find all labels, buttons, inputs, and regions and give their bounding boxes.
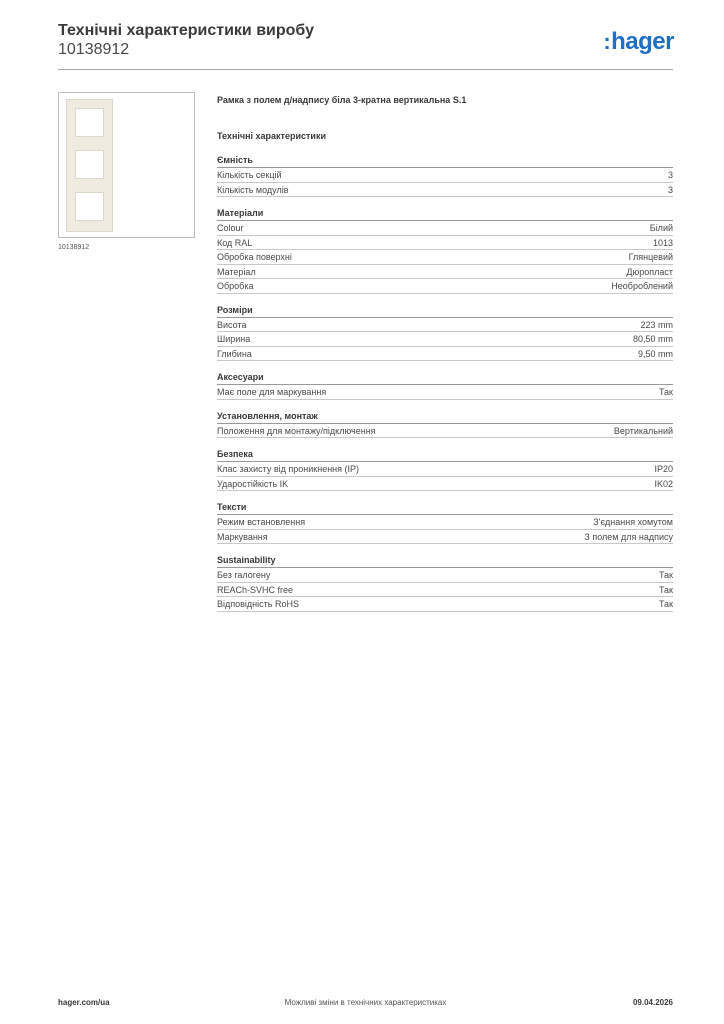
spec-group [217, 206, 673, 294]
spec-value: 223 mm [640, 319, 673, 330]
spec-value: 1013 [652, 237, 673, 248]
spec-row [217, 168, 673, 183]
spec-row [217, 332, 673, 347]
spec-row [217, 515, 673, 530]
footer-date: 09.04.2026 [632, 998, 673, 1007]
spec-group [217, 500, 673, 544]
spec-row [217, 568, 673, 583]
spec-label: Ударостійкість IK [217, 478, 289, 489]
product-name: Рамка з полем д/надпису біла 3-кратна вертикальна S.1 [217, 95, 467, 105]
spec-label: Ширина [217, 334, 251, 344]
spec-group-title: Тексти [217, 500, 673, 515]
header-divider [58, 69, 673, 70]
spec-value: Так [658, 599, 673, 609]
spec-value: 80,50 mm [632, 334, 673, 344]
spec-row [217, 462, 673, 477]
spec-label: Маркування [217, 531, 268, 542]
spec-row [217, 318, 673, 333]
spec-label: Відповідність RoHS [217, 599, 299, 609]
spec-content [217, 93, 673, 612]
spec-value: 9,50 mm [637, 348, 673, 359]
frame-picture [66, 99, 113, 232]
logo-colon-icon: : [603, 29, 611, 54]
frame-window [75, 192, 104, 221]
spec-value: Так [658, 584, 673, 595]
logo-text: hager [611, 28, 674, 55]
spec-group [217, 370, 673, 400]
spec-label: Colour [217, 223, 244, 233]
hager-logo [603, 28, 674, 56]
spec-label: Має поле для маркування [217, 387, 327, 397]
spec-value: Так [658, 387, 673, 397]
spec-value: 3 [667, 184, 673, 195]
spec-row [217, 530, 673, 545]
spec-label: Код RAL [217, 237, 253, 248]
spec-row [217, 250, 673, 265]
frame-window [75, 150, 104, 179]
spec-label: Кількість секцій [217, 170, 282, 180]
spec-value: Дюропласт [626, 266, 673, 277]
spec-group [217, 553, 673, 612]
spec-group-title: Установлення, монтаж [217, 409, 673, 424]
spec-value: Білий [649, 223, 673, 233]
spec-row [217, 347, 673, 362]
spec-group [217, 153, 673, 197]
spec-label: Клас захисту від проникнення (IP) [217, 464, 360, 474]
spec-group-title: Безпека [217, 447, 673, 462]
section-title: Технічні характеристики [217, 131, 326, 141]
product-code: 10138912 [58, 41, 130, 58]
spec-value: 3 [667, 170, 673, 180]
spec-label: Обробка [217, 281, 254, 291]
frame-window [75, 108, 104, 137]
spec-row [217, 424, 673, 439]
spec-label: Положення для монтажу/підключення [217, 425, 376, 436]
spec-group-title: Sustainability [217, 553, 673, 568]
spec-group-title: Аксесуари [217, 370, 673, 385]
spec-value: IP20 [654, 464, 673, 474]
spec-value: З'єднання хомутом [593, 517, 673, 527]
spec-row [217, 279, 673, 294]
spec-value: Вертикальний [613, 425, 673, 436]
spec-group-title: Матеріали [217, 206, 673, 221]
spec-row [217, 385, 673, 400]
spec-value: IK02 [654, 478, 673, 489]
spec-row [217, 183, 673, 198]
spec-group [217, 409, 673, 439]
product-image [58, 92, 195, 238]
spec-group-title: Розміри [217, 303, 673, 318]
spec-label: Глибина [217, 348, 252, 359]
spec-row [217, 221, 673, 236]
page-title: Технічні характеристики виробу [58, 22, 314, 39]
spec-group [217, 303, 673, 362]
spec-label: Висота [217, 319, 247, 330]
spec-groups [217, 153, 673, 612]
spec-label: Без галогену [217, 570, 271, 580]
page-header [58, 22, 674, 70]
spec-row [217, 265, 673, 280]
spec-value: Глянцевий [628, 252, 673, 262]
spec-row [217, 597, 673, 612]
spec-label: Режим встановлення [217, 517, 306, 527]
spec-group [217, 447, 673, 491]
footer-website: hager.com/ua [58, 998, 110, 1007]
spec-row [217, 583, 673, 598]
image-caption: 10138912 [58, 244, 90, 251]
spec-row [217, 236, 673, 251]
spec-group-title: Ємність [217, 153, 673, 168]
spec-label: REACh-SVHC free [217, 584, 294, 595]
spec-label: Обробка поверхні [217, 252, 292, 262]
spec-label: Кількість модулів [217, 184, 289, 195]
spec-row [217, 477, 673, 492]
footer-disclaimer: Можливі зміни в технічних характеристиках [284, 998, 447, 1007]
spec-value: Необроблений [611, 281, 673, 291]
spec-value: Так [658, 570, 673, 580]
spec-value: З полем для надпису [584, 531, 673, 542]
spec-label: Матеріал [217, 266, 256, 277]
